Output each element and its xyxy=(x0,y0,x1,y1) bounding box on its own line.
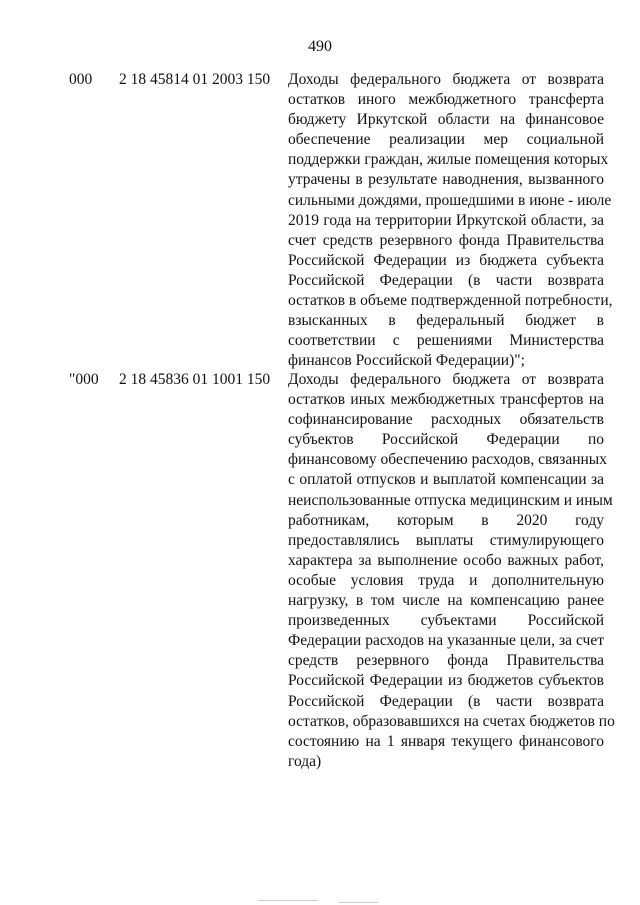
description-line: поддержки граждан, жилые помещения которых xyxy=(288,151,609,169)
description-line: соответствии с решениями Министерства xyxy=(288,332,604,350)
scan-edge-mark xyxy=(258,900,318,901)
description-line: Российской Федерации из бюджета субъекта xyxy=(288,251,604,269)
description-line: 2019 года на территории Иркутской области, за xyxy=(288,211,604,229)
description-line: сильными дождями, прошедшими в июне - июле xyxy=(288,191,612,209)
page-number: 490 xyxy=(308,38,332,55)
description-line: остатков в объеме подтвержденной потребности, xyxy=(288,292,613,310)
description-line: произведенных субъектами Российской xyxy=(288,612,604,630)
description-line: состоянию на 1 января текущего финансового xyxy=(288,732,604,750)
description-line: с оплатой отпусков и выплатой компенсации за xyxy=(288,471,604,489)
budget-classification-code: 2 18 45836 01 1001 150 xyxy=(119,371,271,388)
budget-classification-code: 2 18 45814 01 2003 150 xyxy=(119,71,271,88)
description-line: года) xyxy=(288,752,322,770)
revenue-description xyxy=(288,370,615,772)
description-line: остатков иных межбюджетных трансфертов на xyxy=(288,391,604,409)
description-line: Доходы федерального бюджета от возврата xyxy=(288,371,604,388)
revenue-description xyxy=(288,70,613,371)
description-line: остатков, образовавшихся на счетах бюджетов по xyxy=(288,712,615,730)
description-line: софинансирование расходных обязательств xyxy=(288,411,604,429)
description-line: счет средств резервного фонда Правительства xyxy=(288,231,604,249)
description-line: особые условия труда и дополнительную xyxy=(288,571,604,589)
description-line: утрачены в результате наводнения, вызванного xyxy=(288,171,604,189)
description-line: работникам, которым в 2020 году xyxy=(288,511,604,529)
description-line: Российской Федерации из бюджетов субъектов xyxy=(288,672,604,690)
admin-code: 000 xyxy=(69,71,93,88)
description-line: предоставлялись выплаты стимулирующего xyxy=(288,531,604,549)
description-line: бюджету Иркутской области на финансовое xyxy=(288,111,604,129)
description-line: Доходы федерального бюджета от возврата xyxy=(288,71,604,88)
description-line: Российской Федерации (в части возврата xyxy=(288,271,604,289)
description-line: остатков иного межбюджетного трансферта xyxy=(288,91,604,109)
description-line: Российской Федерации (в части возврата xyxy=(288,692,604,710)
description-line: Федерации расходов на указанные цели, за счет xyxy=(288,632,604,650)
description-line: характера за выполнение особо важных работ, xyxy=(288,551,604,569)
description-line: нагрузку, в том числе на компенсацию ранее xyxy=(288,592,604,610)
description-line: неиспользованные отпуска медицинским и иным xyxy=(288,491,613,509)
description-line: средств резервного фонда Правительства xyxy=(288,652,604,670)
description-line: субъектов Российской Федерации по xyxy=(288,431,604,449)
scan-edge-mark xyxy=(338,902,378,903)
description-line: финансовому обеспечению расходов, связанных xyxy=(288,451,607,469)
description-line: финансов Российской Федерации)"; xyxy=(288,352,525,370)
description-line: взысканных в федеральный бюджет в xyxy=(288,312,604,330)
description-line: обеспечение реализации мер социальной xyxy=(288,131,604,149)
admin-code: "000 xyxy=(69,371,99,388)
